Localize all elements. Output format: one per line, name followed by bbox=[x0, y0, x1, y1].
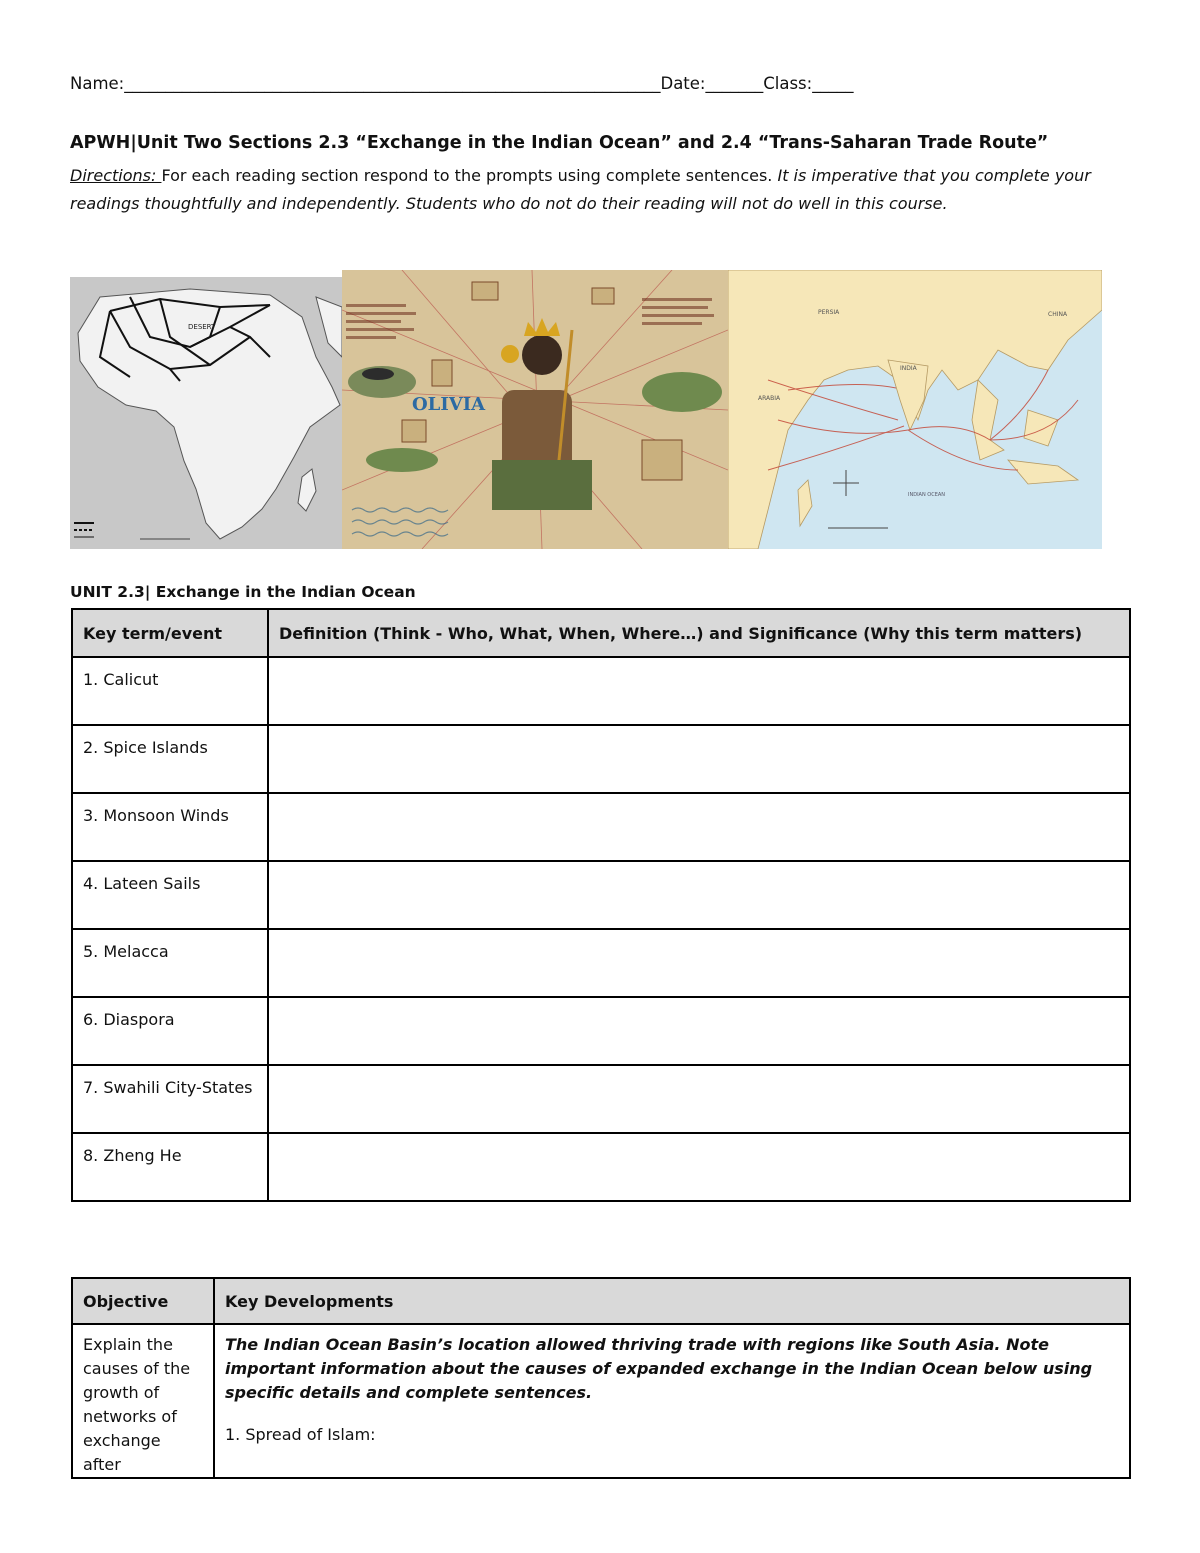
header-images bbox=[70, 270, 1102, 550]
section-label-unit-2-3: UNIT 2.3| Exchange in the Indian Ocean bbox=[70, 583, 416, 601]
definition-cell[interactable] bbox=[268, 1133, 1130, 1201]
header-objective: Objective bbox=[72, 1278, 214, 1324]
term-diaspora: 6. Diaspora bbox=[72, 997, 268, 1065]
term-lateen-sails: 4. Lateen Sails bbox=[72, 861, 268, 929]
worksheet-title: APWH|Unit Two Sections 2.3 “Exchange in the Indian Ocean” and 2.4 “Trans-Saharan Trade Route” bbox=[70, 133, 1049, 153]
table-row bbox=[72, 1065, 1130, 1133]
table-row bbox=[72, 793, 1130, 861]
header-key-developments: Key Developments bbox=[214, 1278, 1130, 1324]
map3-label-ocean: INDIAN OCEAN bbox=[908, 492, 946, 498]
definition-cell[interactable] bbox=[268, 793, 1130, 861]
map3-label-persia: PERSIA bbox=[818, 309, 840, 316]
table-row bbox=[72, 929, 1130, 997]
directions bbox=[70, 162, 1130, 218]
directions-label: Directions: bbox=[70, 166, 162, 185]
map3-label-india: INDIA bbox=[900, 365, 917, 372]
table-row bbox=[72, 861, 1130, 929]
definition-cell[interactable] bbox=[268, 725, 1130, 793]
catalan-atlas-image bbox=[342, 270, 728, 549]
objectives-header-row bbox=[72, 1278, 1130, 1324]
indian-ocean-routes-map-image bbox=[728, 270, 1102, 549]
objective-text: Explain the causes of the growth of networks of exchange after bbox=[83, 1335, 191, 1474]
map3-label-arabia: ARABIA bbox=[758, 395, 781, 402]
directions-text: For each reading section respond to the prompts using complete sentences. bbox=[161, 166, 778, 185]
definition-cell[interactable] bbox=[268, 929, 1130, 997]
key-terms-table bbox=[71, 608, 1131, 1202]
term-swahili-city-states: 7. Swahili City-States bbox=[72, 1065, 268, 1133]
map3-label-china: CHINA bbox=[1048, 311, 1068, 318]
term-zheng-he: 8. Zheng He bbox=[72, 1133, 268, 1201]
directions-italic: It is imperative that you complete your readings thoughtfully and independently. Students who do not do their reading will not do well in this course. bbox=[70, 166, 1091, 213]
definition-cell[interactable] bbox=[268, 861, 1130, 929]
definition-cell[interactable] bbox=[268, 1065, 1130, 1133]
term-calicut: 1. Calicut bbox=[72, 657, 268, 725]
objective-cell bbox=[72, 1324, 214, 1478]
key-developments-cell[interactable] bbox=[214, 1324, 1130, 1478]
header-key-term: Key term/event bbox=[72, 609, 268, 657]
table-row bbox=[72, 1133, 1130, 1201]
key-terms-header-row bbox=[72, 609, 1130, 657]
term-melacca: 5. Melacca bbox=[72, 929, 268, 997]
header-definition: Definition (Think - Who, What, When, Where…) and Significance (Why this term matters) bbox=[268, 609, 1130, 657]
table-row bbox=[72, 657, 1130, 725]
key-development-item-1: 1. Spread of Islam: bbox=[225, 1425, 376, 1444]
name-date-class-line: Name:_________________________________________________________________Date:_______Class:_____ bbox=[70, 74, 854, 93]
map1-label: DESERT bbox=[188, 323, 216, 331]
africa-trade-map-image bbox=[70, 277, 342, 549]
map2-label: OLIVIA bbox=[412, 394, 486, 415]
objectives-table bbox=[71, 1277, 1131, 1479]
term-spice-islands: 2. Spice Islands bbox=[72, 725, 268, 793]
definition-cell[interactable] bbox=[268, 657, 1130, 725]
table-row bbox=[72, 725, 1130, 793]
table-row bbox=[72, 997, 1130, 1065]
definition-cell[interactable] bbox=[268, 997, 1130, 1065]
table-row bbox=[72, 1324, 1130, 1478]
term-monsoon-winds: 3. Monsoon Winds bbox=[72, 793, 268, 861]
key-developments-intro: The Indian Ocean Basin’s location allowed thriving trade with regions like South Asia. Note important information about the causes of expanded exchange in the Indian Ocean below using specific details and complete sentences. bbox=[225, 1335, 1093, 1402]
